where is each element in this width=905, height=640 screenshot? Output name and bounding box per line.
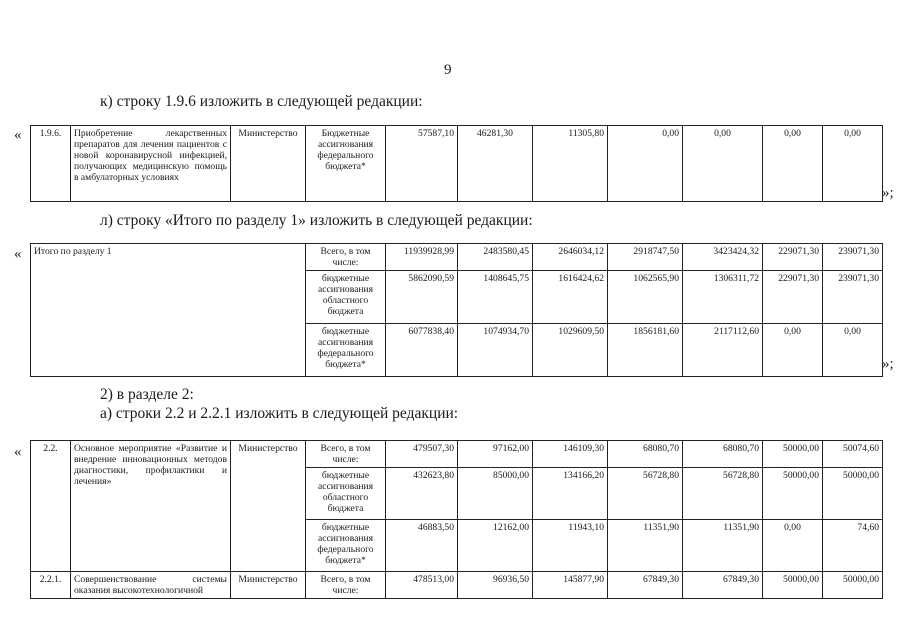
value-cell: 1062565,90 bbox=[608, 271, 683, 324]
value-cell: 145877,90 bbox=[533, 572, 608, 599]
executor: Министерство bbox=[231, 126, 306, 202]
value-cell: 1856181,60 bbox=[608, 324, 683, 377]
value-cell: 1074934,70 bbox=[458, 324, 533, 377]
value-cell: 85000,00 bbox=[458, 468, 533, 520]
table-rows-2-2 bbox=[30, 440, 883, 599]
value-cell: 0,00 bbox=[763, 520, 823, 572]
quote-open-1: « bbox=[14, 127, 22, 143]
value-cell: 46883,50 bbox=[386, 520, 458, 572]
row-number: 2.2.1. bbox=[31, 572, 71, 599]
heading-k: к) строку 1.9.6 изложить в следующей редакции: bbox=[100, 93, 423, 110]
value-cell: 2483580,45 bbox=[458, 244, 533, 271]
funding-source: Всего, в том числе: bbox=[306, 441, 386, 468]
funding-source: Бюджетные ассигнования федерального бюджета* bbox=[306, 126, 386, 202]
value-cell: 239071,30 bbox=[823, 271, 883, 324]
value-cell: 50000,00 bbox=[823, 572, 883, 599]
value-cell: 0,00 bbox=[823, 126, 883, 202]
value-cell: 0,00 bbox=[683, 126, 763, 202]
value-cell: 1616424,62 bbox=[533, 271, 608, 324]
value-cell: 68080,70 bbox=[683, 441, 763, 468]
measure-name: Основное мероприятие «Развитие и внедрение инновационных методов диагностики, профилактики и лечения» bbox=[71, 441, 231, 572]
quote-open-2: « bbox=[14, 246, 22, 262]
value-cell: 0,00 bbox=[763, 324, 823, 377]
value-cell: 229071,30 bbox=[763, 271, 823, 324]
page-number: 9 bbox=[444, 62, 452, 78]
table-total-section-1 bbox=[30, 243, 883, 377]
value-cell: 2117112,60 bbox=[683, 324, 763, 377]
funding-source: Всего, в том числе: bbox=[306, 244, 386, 271]
value-cell: 67849,30 bbox=[608, 572, 683, 599]
value-cell: 2646034,12 bbox=[533, 244, 608, 271]
measure-name: Совершенствование системы оказания высокотехнологичной bbox=[71, 572, 231, 599]
row-number: 2.2. bbox=[31, 441, 71, 572]
value-cell: 11351,90 bbox=[683, 520, 763, 572]
value-cell: 11351,90 bbox=[608, 520, 683, 572]
value-cell: 1029609,50 bbox=[533, 324, 608, 377]
value-cell: 6077838,40 bbox=[386, 324, 458, 377]
value-cell: 134166,20 bbox=[533, 468, 608, 520]
value-cell: 97162,00 bbox=[458, 441, 533, 468]
value-cell: 146109,30 bbox=[533, 441, 608, 468]
value-cell: 56728,80 bbox=[608, 468, 683, 520]
quote-close-1: »; bbox=[882, 185, 894, 201]
value-cell: 432623,80 bbox=[386, 468, 458, 520]
executor: Министерство bbox=[231, 441, 306, 572]
value-cell: 11305,80 bbox=[533, 126, 608, 202]
value-cell: 11943,10 bbox=[533, 520, 608, 572]
funding-source: бюджетные ассигнования областного бюджета bbox=[306, 271, 386, 324]
value-cell: 50000,00 bbox=[763, 441, 823, 468]
value-cell: 50000,00 bbox=[763, 572, 823, 599]
value-cell: 50074,60 bbox=[823, 441, 883, 468]
heading-a: а) строки 2.2 и 2.2.1 изложить в следующей редакции: bbox=[100, 405, 459, 422]
value-cell: 2918747,50 bbox=[608, 244, 683, 271]
funding-source: бюджетные ассигнования федерального бюджета* bbox=[306, 324, 386, 377]
quote-open-3: « bbox=[14, 444, 22, 460]
value-cell: 12162,00 bbox=[458, 520, 533, 572]
funding-source: Всего, в том числе: bbox=[306, 572, 386, 599]
value-cell: 56728,80 bbox=[683, 468, 763, 520]
heading-section-2: 2) в разделе 2: bbox=[100, 386, 194, 403]
value-cell: 479507,30 bbox=[386, 441, 458, 468]
value-cell: 5862090,59 bbox=[386, 271, 458, 324]
funding-source: бюджетные ассигнования федерального бюджета* bbox=[306, 520, 386, 572]
total-label: Итого по разделу 1 bbox=[31, 244, 306, 377]
value-cell: 11939928,99 bbox=[386, 244, 458, 271]
value-cell: 0,00 bbox=[823, 324, 883, 377]
value-cell: 46281,30 bbox=[458, 126, 533, 202]
value-cell: 1408645,75 bbox=[458, 271, 533, 324]
value-cell: 229071,30 bbox=[763, 244, 823, 271]
value-cell: 57587,10 bbox=[386, 126, 458, 202]
value-cell: 50000,00 bbox=[763, 468, 823, 520]
value-cell: 1306311,72 bbox=[683, 271, 763, 324]
value-cell: 0,00 bbox=[763, 126, 823, 202]
value-cell: 67849,30 bbox=[683, 572, 763, 599]
funding-source: бюджетные ассигнования областного бюджета bbox=[306, 468, 386, 520]
value-cell: 3423424,32 bbox=[683, 244, 763, 271]
value-cell: 0,00 bbox=[608, 126, 683, 202]
measure-name: Приобретение лекарственных препаратов для лечения пациентов с новой коронавирусной инфекцией, получающих медицинскую помощь в амбулаторных условиях bbox=[71, 126, 231, 202]
table-row-1-9-6 bbox=[30, 125, 883, 202]
row-number: 1.9.6. bbox=[31, 126, 71, 202]
value-cell: 478513,00 bbox=[386, 572, 458, 599]
heading-l: л) строку «Итого по разделу 1» изложить в следующей редакции: bbox=[100, 212, 533, 229]
value-cell: 96936,50 bbox=[458, 572, 533, 599]
value-cell: 50000,00 bbox=[823, 468, 883, 520]
value-cell: 239071,30 bbox=[823, 244, 883, 271]
value-cell: 74,60 bbox=[823, 520, 883, 572]
executor: Министерство bbox=[231, 572, 306, 599]
quote-close-2: »; bbox=[882, 356, 894, 372]
value-cell: 68080,70 bbox=[608, 441, 683, 468]
